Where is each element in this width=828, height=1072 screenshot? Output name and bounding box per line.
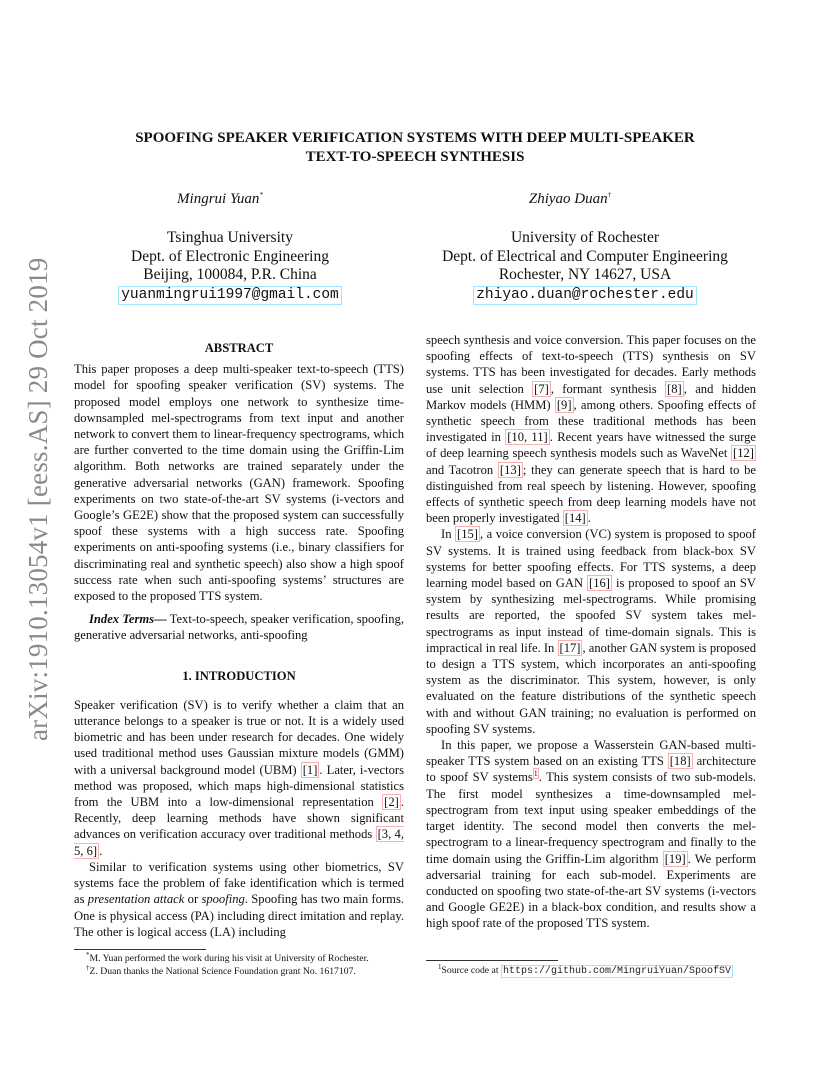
intro-paragraph-3: speech synthesis and voice conversion. This paper focuses on the spoofing effects of text-to-speech (TTS) synthesis on SV systems. TTS has been investigated for decades. Early methods use unit selection [7] , formant synthesis [8] , and hidden Markov models (HMM) [9] , among others. Spoofing effects of synthetic speech from these traditional methods has been investigated in [10, 11] . Recent years have witnessed the surge of deep learning speech synthesis models such as WaveNet [12] and Tacotron [13] ; they can generate speech that is hard to be distinguished from real speech by listening. However, spoofing effects of synthetic speech from deep learning models have not been properly investigated [14] . [426, 333, 757, 526]
index-terms-text: Text-to-speech, speaker verification, spoofing, generative adversarial networks, anti-spoofing [74, 612, 404, 643]
intro-paragraph-1: Speaker verification (SV) is to verify whether a claim that an utterance belongs to a speaker is true or not. It is a widely used biometric and has been under research for decades. One widely used traditional method uses Gaussian mixture models (GMM) with a universal background model (UBM) [1] . Later, i-vectors method was proposed, which maps high-dimensional statistics from the UBM into a low-dimensional representation [2] . Recently, deep learning methods have shown significant advances on verification accuracy over traditional methods [3, 4, 5, 6] . [74, 697, 405, 858]
citation-link[interactable]: [14] [564, 511, 586, 526]
author-1-affiliation [60, 229, 400, 305]
citation-link[interactable]: [10, 11] [507, 430, 548, 445]
citation-link[interactable]: [2] [384, 795, 399, 810]
citation-link[interactable]: [8] [667, 381, 682, 396]
author-2-address: Rochester, NY 14627, USA [498, 266, 672, 283]
left-column [74, 340, 404, 940]
intro-paragraph-4: In [15] , a voice conversion (VC) system is proposed to spoof SV systems. It is trained using feedback from black-box SV systems for better spoofing effects. For TTS systems, a deep learning model based on GAN [16] is proposed to spoof an SV system by synthesizing mel-spectrograms. While promising results are reported, the spoofed SV system takes mel-spectrograms as input instead of time-domain signals. This is impractical in real life. In [17] , another GAN system is proposed to design a TTS system, which incorporates an anti-spoofing system as the discriminator. This system, however, is only evaluated on the feature distributions of the synthetic speech with and without GAN training; no evaluation is performed on spoofing SV systems. [426, 527, 756, 736]
footnote-link[interactable]: 1 [533, 769, 538, 779]
intro-paragraph-2: Similar to verification systems using other biometrics, SV systems face the problem of fake identification which is termed as presentation attack or spoofing. Spoofing has two main forms. One is physical access (PA) including direct imitation and replay. The other is logical access (LA) including [74, 859, 405, 939]
author-2-affiliation [410, 229, 760, 305]
paper-title [80, 129, 750, 167]
title-line-1: SPOOFING SPEAKER VERIFICATION SYSTEMS WITH DEEP MULTI-SPEAKER [135, 130, 695, 146]
citation-link[interactable]: [3, 4, 5, 6] [74, 827, 405, 858]
citation-link[interactable]: [12] [733, 446, 754, 461]
citation-link[interactable]: [17] [559, 640, 581, 655]
index-terms-label: Index Terms— [89, 612, 167, 627]
intro-heading: 1. INTRODUCTION [182, 668, 296, 683]
citation-link[interactable]: [18] [669, 754, 691, 769]
index-terms [74, 611, 404, 643]
citation-link[interactable]: [15] [457, 527, 478, 542]
right-column [426, 332, 756, 932]
citation-link[interactable]: [13] [499, 462, 521, 477]
author-2-footnote: †Z. Duan thanks the National Science Foundation grant No. 1617107. [86, 963, 356, 977]
author-1-footnote: *M. Yuan performed the work during his visit at University of Rochester. [86, 950, 369, 964]
citation-link[interactable]: [9] [556, 397, 572, 412]
abstract-heading: ABSTRACT [204, 341, 274, 355]
footnote-rule-right [426, 960, 558, 961]
author-2-department: Dept. of Electrical and Computer Engineering [442, 247, 728, 265]
citation-link[interactable]: [1] [302, 762, 318, 777]
author-2-name: Zhiyao Duan† [528, 191, 612, 207]
citation-link[interactable]: [19] [664, 851, 686, 866]
author-1-address: Beijing, 100084, P.R. China [143, 266, 317, 283]
author-footnotes [74, 950, 414, 978]
citation-link[interactable]: [16] [589, 576, 610, 591]
source-code-link[interactable]: https://github.com/MingruiYuan/SpoofSV [502, 966, 731, 977]
author-1-institution: Tsinghua University [167, 229, 293, 246]
author-2-institution: University of Rochester [510, 229, 660, 246]
author-1-email-link[interactable]: yuanmingrui1997@gmail.com [118, 286, 342, 305]
author-2-email-link[interactable]: zhiyao.duan@rochester.edu [473, 286, 697, 305]
citation-link[interactable]: [7] [534, 381, 549, 396]
abstract-text: This paper proposes a deep multi-speaker text-to-speech (TTS) model for spoofing speaker verification (SV) systems. The proposed model employs one network to synthesize time-downsampled mel-spectrograms from text input and another network to convert them to linear-frequency spectrograms, which are further converted to the time domain using the Griffin-Lim algorithm. Both networks are trained separately under the generative adversarial networks (GAN) framework. Spoofing experiments on two state-of-the-art SV systems (i-vectors and Google’s GE2E) show that the proposed system can successfully spoof these systems with a high success rate. Spoofing experiments on anti-spoofing systems (i.e., binary classifiers for discriminating real and synthetic speech) also show a high spoof success rate when such anti-spoofing systems’ structures are exposed to the proposed TTS system. [74, 362, 404, 604]
code-footnote: $^1$Source code at https://github.com/MingruiYuan/SpoofSV [438, 962, 731, 977]
arxiv-identifier: arXiv:1910.13054v1 [eess.AS] 29 Oct 2019 [23, 257, 53, 741]
author-1-name: Mingrui Yuan* [177, 191, 263, 207]
title-line-2: TEXT-TO-SPEECH SYNTHESIS [305, 149, 525, 165]
author-1-department: Dept. of Electronic Engineering [131, 247, 329, 265]
intro-paragraph-5: In this paper, we propose a Wasserstein GAN-based multi-speaker TTS system based on an existing TTS [18] architecture to spoof SV systems$^1$. This system consists of two sub-models. The first model synthesizes a time-downsampled mel-spectrogram from text input using speaker embeddings of the target identity. The second model then converts the mel-spectrogram to a linear-frequency spectrogram and finally to the time domain using the Griffin-Lim algorithm [19] . We perform adversarial training for each sub-model. Experiments are conducted on spoofing two state-of-the-art SV systems (i-vectors and Google GE2E) in a black-box condition, and results show a high spoof rate of the proposed TTS system. [426, 738, 756, 931]
footnote-rule-left [74, 949, 206, 950]
